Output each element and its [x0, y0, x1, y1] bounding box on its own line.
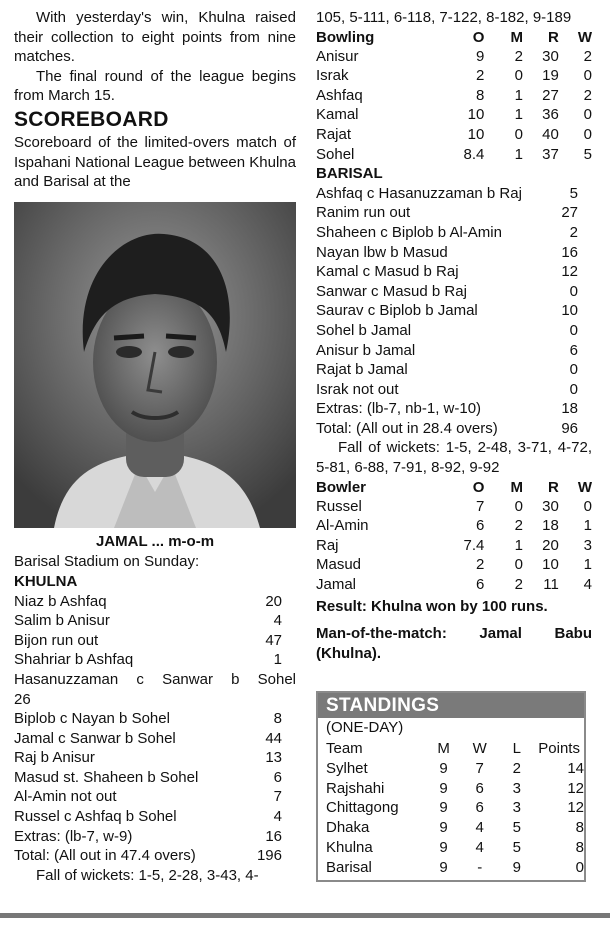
runs-value: 0	[569, 361, 578, 379]
khulna-batting-list	[14, 592, 296, 866]
batsman-entry: Raj b Anisur	[14, 749, 95, 767]
bowling-figure: 10	[467, 125, 485, 143]
standings-value: 8	[575, 819, 584, 837]
standings-value: 9	[439, 779, 448, 797]
runs-value: 16	[561, 243, 578, 261]
bowler-name: Masud	[316, 556, 362, 574]
khulna-team-heading: KHULNA	[14, 572, 78, 590]
khulna-bowling-row	[316, 86, 592, 106]
barisal-bowling-row	[316, 575, 592, 595]
barisal-batting-row	[316, 399, 592, 419]
bowler-name: Russel	[316, 497, 362, 515]
barisal-bowling-header-cell: Bowler	[316, 478, 367, 496]
standings-box	[316, 691, 586, 881]
runs-value: 6	[273, 768, 282, 786]
batsman-entry: Shahriar b Ashfaq	[14, 651, 134, 669]
barisal-bowling-row	[316, 497, 592, 517]
standings-header-cell: Points	[538, 740, 580, 757]
standings-value: 7	[475, 759, 484, 777]
bowling-figure: 18	[542, 517, 559, 535]
bowling-figure: 2	[514, 517, 523, 535]
bowler-name: Israk	[316, 67, 349, 85]
khulna-batting-row	[14, 670, 296, 709]
bowling-figure: 0	[514, 556, 523, 574]
batsman-entry: Sohel b Jamal	[316, 321, 412, 339]
bowling-figure: 0	[583, 497, 592, 515]
bowler-name: Ashfaq	[316, 86, 363, 104]
standings-value: 9	[439, 838, 448, 856]
runs-value: 44	[265, 729, 282, 747]
khulna-bowling-row	[316, 125, 592, 145]
standings-team: Chittagong	[326, 799, 399, 817]
bowling-figure: 5	[583, 145, 592, 163]
runs-value: 7	[273, 788, 282, 806]
standings-value: 8	[575, 838, 584, 856]
standings-value: 6	[475, 779, 484, 797]
khulna-batting-row	[14, 748, 296, 768]
batsman-entry: Sanwar c Masud b Raj	[316, 282, 467, 300]
standings-value: 12	[567, 779, 584, 797]
khulna-batting-row	[14, 807, 296, 827]
standings-subtitle: (ONE-DAY)	[326, 719, 404, 737]
barisal-batting-row	[316, 360, 592, 380]
bowling-figure: 10	[542, 556, 559, 574]
batsman-entry: Anisur b Jamal	[316, 341, 416, 359]
barisal-bowling-table	[316, 478, 592, 595]
bowling-figure: 2	[476, 67, 485, 85]
runs-value: 4	[273, 612, 282, 630]
runs-value: 47	[265, 631, 282, 649]
batsman-entry: Russel c Ashfaq b Sohel	[14, 808, 177, 826]
bowling-figure: 30	[542, 47, 559, 65]
standings-row	[326, 838, 584, 858]
standings-row	[326, 798, 584, 818]
barisal-fall-of-wickets: Fall of wickets: 1-5, 2-48, 3-71, 4-72, 5-81, 6-88, 7-91, 8-92, 9-92	[316, 439, 592, 477]
barisal-batting-row	[316, 184, 592, 204]
khulna-batting-row	[14, 709, 296, 729]
batsman-entry: Ashfaq c Hasanuzzaman b Raj	[316, 184, 522, 202]
scoreboard-text-a: Scoreboard of the limited-overs match of Ispahani National League between Khulna and Barisal at the	[14, 133, 296, 191]
batsman-entry: Niaz b Ashfaq	[14, 592, 107, 610]
barisal-bowling-row	[316, 536, 592, 556]
runs-value: 27	[561, 204, 578, 222]
bowling-figure: 3	[583, 536, 592, 554]
bowler-name: Raj	[316, 536, 339, 554]
khulna-batting-row	[14, 787, 296, 807]
bowling-figure: 7.4	[463, 536, 485, 554]
khulna-bowling-row	[316, 47, 592, 67]
khulna-bowling-header-cell: W	[577, 28, 592, 46]
bowling-figure: 1	[583, 556, 592, 574]
left-column	[14, 8, 296, 885]
standings-value: 9	[439, 759, 448, 777]
bowling-figure: 1	[583, 517, 592, 535]
barisal-bowling-header-cell: R	[548, 478, 559, 496]
bowling-figure: 2	[514, 576, 523, 594]
runs-value: 18	[561, 400, 578, 418]
bowling-figure: 10	[467, 106, 485, 124]
bowling-figure: 40	[542, 125, 559, 143]
batsman-entry: Total: (All out in 28.4 overs)	[316, 419, 498, 437]
runs-value: 16	[265, 827, 282, 845]
standings-value: 2	[512, 759, 521, 777]
bowling-figure: 2	[514, 47, 523, 65]
batsman-entry: Masud st. Shaheen b Sohel	[14, 768, 199, 786]
standings-header-cell: L	[512, 740, 521, 757]
khulna-batting-row	[14, 729, 296, 749]
bowling-figure: 7	[476, 497, 485, 515]
bowling-figure: 36	[542, 106, 559, 124]
batsman-entry: Jamal c Sanwar b Sohel	[14, 729, 176, 747]
runs-value: 1	[273, 651, 282, 669]
khulna-bowling-row	[316, 105, 592, 125]
bowling-figure: 30	[542, 497, 559, 515]
bowling-figure: 2	[583, 47, 592, 65]
bowler-name: Jamal	[316, 576, 357, 594]
khulna-bowling-row	[316, 145, 592, 165]
runs-value: 12	[561, 263, 578, 281]
runs-value: 0	[569, 321, 578, 339]
batsman-entry: Extras: (lb-7, nb-1, w-10)	[316, 400, 482, 418]
khulna-bowling-table	[316, 28, 592, 165]
khulna-bowling-header-cell: R	[548, 28, 559, 46]
bowling-figure: 1	[514, 106, 523, 124]
bowling-figure: 27	[542, 86, 559, 104]
bowling-figure: 0	[583, 67, 592, 85]
barisal-batting-row	[316, 301, 592, 321]
bowling-figure: 20	[542, 536, 559, 554]
bowling-figure: 2	[476, 556, 485, 574]
runs-value: 8	[273, 710, 282, 728]
barisal-batting-row	[316, 243, 592, 263]
bowling-figure: 8	[476, 86, 485, 104]
intro-paragraph-2: The final round of the league begins from March 15.	[14, 67, 296, 105]
khulna-fall-of-wickets-b: 105, 5-111, 6-118, 7-122, 8-182, 9-189	[316, 9, 572, 26]
standings-heading: STANDINGS	[318, 693, 584, 718]
bowling-figure: 0	[514, 67, 523, 85]
standings-row	[326, 759, 584, 779]
khulna-batting-row	[14, 611, 296, 631]
runs-value: 26	[14, 690, 31, 708]
intro-paragraph-1: With yesterday's win, Khulna raised their collection to eight points from nine matches.	[14, 9, 296, 66]
barisal-bowling-row	[316, 555, 592, 575]
bottom-rule	[0, 913, 610, 918]
bowling-figure: 8.4	[463, 145, 485, 163]
runs-value: 96	[561, 419, 578, 437]
standings-row	[326, 858, 584, 878]
khulna-bowling-header-cell: M	[510, 28, 523, 46]
bowling-figure: 19	[542, 67, 559, 85]
barisal-batting-row	[316, 380, 592, 400]
batsman-entry: Kamal c Masud b Raj	[316, 263, 459, 281]
batsman-entry: Al-Amin not out	[14, 788, 117, 806]
standings-table	[326, 739, 584, 878]
standings-value: 9	[439, 799, 448, 817]
khulna-bowling-header-cell: O	[472, 28, 485, 46]
bowling-figure: 6	[476, 517, 485, 535]
standings-value: -	[477, 858, 483, 876]
standings-value: 12	[567, 799, 584, 817]
standings-team: Khulna	[326, 838, 373, 856]
photo-caption: JAMAL ... m-o-m	[95, 532, 215, 550]
khulna-bowling-header-cell: Bowling	[316, 28, 375, 46]
standings-team: Sylhet	[326, 759, 368, 777]
barisal-bowling-header-cell: O	[472, 478, 485, 496]
batsman-entry: Total: (All out in 47.4 overs)	[14, 847, 196, 865]
bowling-figure: 0	[514, 125, 523, 143]
bowling-figure: 0	[583, 106, 592, 124]
standings-header-cell: M	[437, 740, 450, 757]
bowling-figure: 4	[583, 576, 592, 594]
barisal-batting-row	[316, 262, 592, 282]
barisal-batting-row	[316, 321, 592, 341]
runs-value: 4	[273, 808, 282, 826]
runs-value: 0	[569, 282, 578, 300]
bowling-figure: 6	[476, 576, 485, 594]
standings-value: 6	[475, 799, 484, 817]
khulna-bowling-row	[316, 66, 592, 86]
barisal-bowling-header-cell: W	[577, 478, 592, 496]
khulna-fall-of-wickets-a: Fall of wickets: 1-5, 2-28, 3-43, 4-	[36, 866, 259, 884]
right-column	[316, 8, 592, 882]
bowler-name: Anisur	[316, 47, 359, 65]
barisal-bowling-header-cell: M	[510, 478, 523, 496]
bowling-figure: 37	[542, 145, 559, 163]
standings-value: 9	[439, 819, 448, 837]
player-portrait-image	[14, 202, 296, 528]
bowling-figure: 11	[543, 576, 559, 594]
barisal-team-heading: BARISAL	[316, 165, 383, 183]
khulna-batting-row	[14, 846, 296, 866]
standings-header-cell: Team	[326, 740, 363, 757]
runs-value: 196	[256, 847, 282, 865]
standings-value: 5	[512, 838, 521, 856]
standings-value: 4	[475, 838, 484, 856]
khulna-batting-row	[14, 827, 296, 847]
runs-value: 6	[569, 341, 578, 359]
batsman-entry: Ranim run out	[316, 204, 411, 222]
batsman-entry: Rajat b Jamal	[316, 361, 408, 379]
bowling-figure: 1	[514, 86, 523, 104]
khulna-batting-row	[14, 650, 296, 670]
khulna-batting-row	[14, 631, 296, 651]
standings-value: 3	[512, 779, 521, 797]
standings-team: Barisal	[326, 858, 372, 876]
batsman-entry: Saurav c Biplob b Jamal	[316, 302, 478, 320]
khulna-batting-row	[14, 592, 296, 612]
bowler-name: Sohel	[316, 145, 355, 163]
bowling-figure: 2	[583, 86, 592, 104]
runs-value: 13	[265, 749, 282, 767]
bowler-name: Rajat	[316, 125, 352, 143]
runs-value: 20	[265, 592, 282, 610]
standings-value: 3	[512, 799, 521, 817]
standings-row	[326, 779, 584, 799]
standings-value: 0	[575, 858, 584, 876]
barisal-bowling-row	[316, 516, 592, 536]
standings-value: 14	[567, 759, 584, 777]
standings-header-cell: W	[472, 740, 487, 757]
standings-value: 9	[512, 858, 521, 876]
batsman-entry: Israk not out	[316, 380, 399, 398]
runs-value: 2	[569, 223, 578, 241]
standings-value: 9	[439, 858, 448, 876]
barisal-batting-list	[316, 184, 592, 439]
bowling-figure: 9	[476, 47, 485, 65]
barisal-batting-row	[316, 419, 592, 439]
player-photo	[14, 202, 296, 528]
bowler-name: Al-Amin	[316, 517, 369, 535]
barisal-batting-row	[316, 341, 592, 361]
batsman-entry: Hasanuzzaman c Sanwar b Sohel	[14, 670, 296, 688]
runs-value: 0	[569, 380, 578, 398]
standings-row	[326, 818, 584, 838]
khulna-batting-row	[14, 768, 296, 788]
bowling-figure: 1	[514, 145, 523, 163]
bowler-name: Kamal	[316, 106, 359, 124]
batsman-entry: Shaheen c Biplob b Al-Amin	[316, 223, 502, 241]
bowling-figure: 0	[514, 497, 523, 515]
standings-team: Dhaka	[326, 819, 370, 837]
scoreboard-heading: SCOREBOARD	[14, 107, 169, 131]
bowling-figure: 1	[514, 536, 523, 554]
standings-team: Rajshahi	[326, 779, 385, 797]
barisal-batting-row	[316, 203, 592, 223]
match-result: Result: Khulna won by 100 runs.	[316, 597, 548, 615]
scoreboard-text-b: Barisal Stadium on Sunday:	[14, 553, 200, 571]
man-of-the-match: Man-of-the-match: Jamal Babu (Khulna).	[316, 625, 592, 662]
barisal-batting-row	[316, 223, 592, 243]
standings-value: 5	[512, 819, 521, 837]
standings-value: 4	[475, 819, 484, 837]
batsman-entry: Bijon run out	[14, 631, 99, 649]
batsman-entry: Nayan lbw b Masud	[316, 243, 448, 261]
runs-value: 5	[569, 184, 578, 202]
batsman-entry: Salim b Anisur	[14, 612, 110, 630]
runs-value: 10	[561, 302, 578, 320]
barisal-batting-row	[316, 282, 592, 302]
bowling-figure: 0	[583, 125, 592, 143]
batsman-entry: Biplob c Nayan b Sohel	[14, 710, 170, 728]
batsman-entry: Extras: (lb-7, w-9)	[14, 827, 133, 845]
